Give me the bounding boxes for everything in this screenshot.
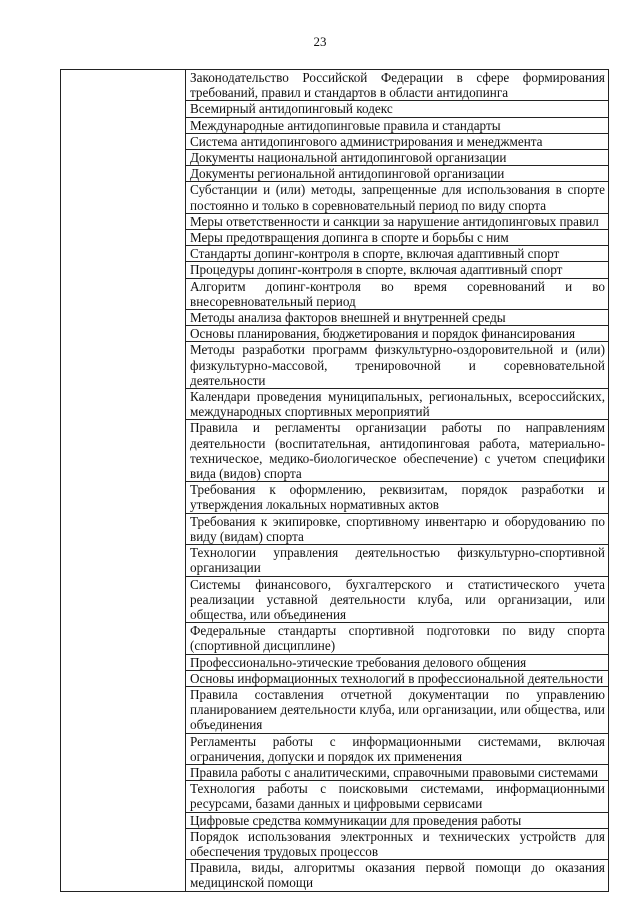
requirement-cell: Регламенты работы с информационными системами, включая ограничения, допуски и порядок их применения — [186, 733, 609, 764]
requirement-cell: Цифровые средства коммуникации для проведения работы — [186, 812, 609, 828]
knowledge-table-body — [61, 70, 609, 892]
requirement-cell: Правила и регламенты организации работы по направлениям деятельности (воспитательная, антидопинговая работа, материально-техническое, медико-биологическое обеспечение) с учетом специфики вида (видов) спорта — [186, 420, 609, 482]
empty-left-cell — [61, 70, 186, 892]
requirement-cell: Требования к экипировке, спортивному инвентарю и оборудованию по виду (видам) спорта — [186, 513, 609, 544]
requirement-cell: Календари проведения муниципальных, региональных, всероссийских, международных спортивных мероприятий — [186, 389, 609, 420]
requirement-cell: Всемирный антидопинговый кодекс — [186, 101, 609, 117]
requirement-cell: Субстанции и (или) методы, запрещенные для использования в спорте постоянно и только в соревновательный период по виду спорта — [186, 182, 609, 213]
requirement-cell: Федеральные стандарты спортивной подготовки по виду спорта (спортивной дисциплине) — [186, 623, 609, 654]
requirement-cell: Методы разработки программ физкультурно-оздоровительной и (или) физкультурно-массовой, тренировочной и соревновательной деятельности — [186, 342, 609, 389]
requirement-cell: Технологии управления деятельностью физкультурно-спортивной организации — [186, 545, 609, 576]
requirement-cell: Меры предотвращения допинга в спорте и борьбы с ним — [186, 230, 609, 246]
requirement-cell: Стандарты допинг-контроля в спорте, включая адаптивный спорт — [186, 246, 609, 262]
requirement-cell: Правила составления отчетной документации по управлению планированием деятельности клуба, или организации, или общества, или объединения — [186, 686, 609, 733]
requirement-cell: Процедуры допинг-контроля в спорте, включая адаптивный спорт — [186, 262, 609, 278]
table-row — [61, 70, 609, 101]
requirement-cell: Методы анализа факторов внешней и внутренней среды — [186, 310, 609, 326]
requirement-cell: Порядок использования электронных и технических устройств для обеспечения трудовых процессов — [186, 828, 609, 859]
requirement-cell: Меры ответственности и санкции за нарушение антидопинговых правил — [186, 213, 609, 229]
page-number: 23 — [313, 34, 327, 49]
requirement-cell: Документы региональной антидопинговой организации — [186, 166, 609, 182]
requirement-cell: Документы национальной антидопинговой организации — [186, 150, 609, 166]
requirement-cell: Системы финансового, бухгалтерского и статистического учета реализации уставной деятельности клуба, или организации, или общества, или объединения — [186, 576, 609, 623]
requirement-cell: Законодательство Российской Федерации в сфере формирования требований, правил и стандартов в области антидопинга — [186, 70, 609, 101]
knowledge-table — [60, 69, 609, 892]
requirement-cell: Международные антидопинговые правила и стандарты — [186, 117, 609, 133]
requirement-cell: Профессионально-этические требования делового общения — [186, 654, 609, 670]
requirement-cell: Требования к оформлению, реквизитам, порядок разработки и утверждения локальных нормативных актов — [186, 482, 609, 513]
requirement-cell: Правила работы с аналитическими, справочными правовыми системами — [186, 764, 609, 780]
requirement-cell: Правила, виды, алгоритмы оказания первой помощи до оказания медицинской помощи — [186, 860, 609, 891]
requirement-cell: Система антидопингового администрирования и менеджмента — [186, 133, 609, 149]
requirement-cell: Технология работы с поисковыми системами, информационными ресурсами, базами данных и цифровыми сервисами — [186, 781, 609, 812]
requirement-cell: Основы информационных технологий в профессиональной деятельности — [186, 670, 609, 686]
requirement-cell: Основы планирования, бюджетирования и порядок финансирования — [186, 326, 609, 342]
requirement-cell: Алгоритм допинг-контроля во время соревнований и во внесоревновательный период — [186, 278, 609, 309]
